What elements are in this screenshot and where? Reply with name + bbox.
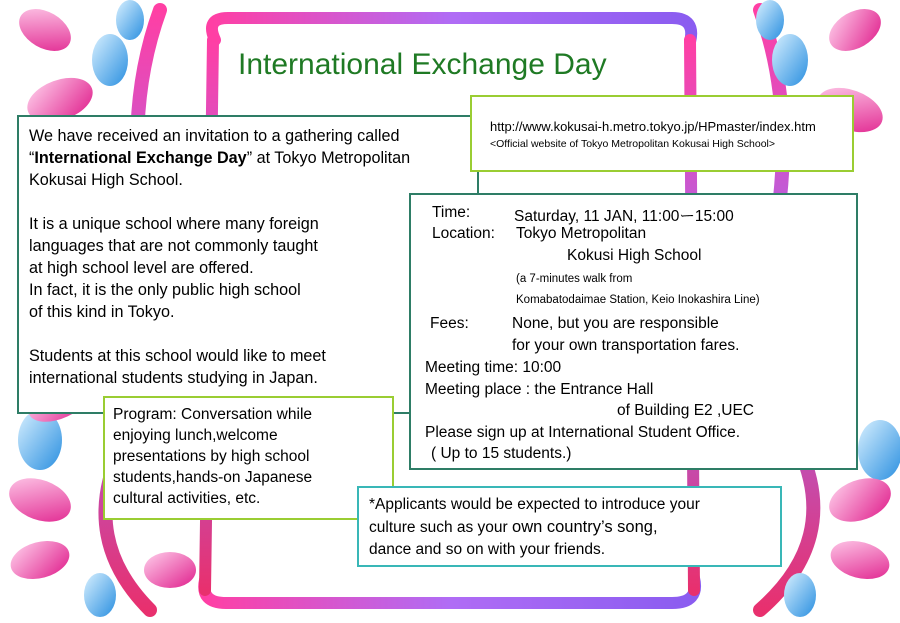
fees-value: None, but you are responsible xyxy=(512,315,719,332)
applicants-line: dance and so on with your friends. xyxy=(369,541,606,558)
program-line: students,hands-on Japanese xyxy=(113,469,313,486)
intro-line: of this kind in Tokyo. xyxy=(29,303,175,321)
intro-line: international students studying in Japan. xyxy=(29,369,318,387)
intro-line: In fact, it is the only public high school xyxy=(29,281,301,299)
meeting-time: Meeting time: 10:00 xyxy=(425,359,562,376)
meeting-place: Meeting place : the Entrance Hall xyxy=(425,381,654,398)
applicants-note-box xyxy=(357,486,782,567)
event-name: International Exchange Day xyxy=(34,149,247,167)
location-label: Location: xyxy=(432,225,495,242)
applicants-line: *Applicants would be expected to introduce your xyxy=(369,496,700,513)
website-url[interactable]: http://www.kokusai-h.metro.tokyo.jp/HPmaster/index.htm xyxy=(490,119,816,134)
program-line: presentations by high school xyxy=(113,448,310,465)
meeting-place: of Building E2 ,UEC xyxy=(617,402,754,419)
intro-line: at high school level are offered. xyxy=(29,259,254,277)
location-note: Komabatodaimae Station, Keio Inokashira Line) xyxy=(516,294,760,306)
location-value: Tokyo Metropolitan xyxy=(516,225,647,242)
signup-note: Please sign up at International Student Office. xyxy=(425,424,741,441)
page-title: International Exchange Day xyxy=(238,48,607,81)
intro-line: Kokusai High School. xyxy=(29,171,183,189)
program-line: cultural activities, etc. xyxy=(113,490,261,507)
time-value: Saturday, 11 JAN, 11:00ー15:00 xyxy=(514,208,734,225)
signup-limit: ( Up to 15 students.) xyxy=(431,445,572,462)
event-details-box xyxy=(409,193,858,470)
program-line: enjoying lunch,welcome xyxy=(113,427,278,444)
location-note: (a 7-minutes walk from xyxy=(516,273,633,285)
website-box xyxy=(470,95,854,172)
program-line: Program: Conversation while xyxy=(113,406,313,423)
intro-line: languages that are not commonly taught xyxy=(29,237,318,255)
intro-line: We have received an invitation to a gathering called xyxy=(29,127,400,145)
location-value: Kokusi High School xyxy=(567,247,702,264)
fees-label: Fees: xyxy=(430,315,469,332)
time-label: Time: xyxy=(432,204,471,221)
intro-line: It is a unique school where many foreign xyxy=(29,215,319,233)
fees-value: for your own transportation fares. xyxy=(512,337,740,354)
intro-line: Students at this school would like to meet xyxy=(29,347,326,365)
website-description: <Official website of Tokyo Metropolitan Kokusai High School> xyxy=(490,138,776,150)
intro-line: “International Exchange Day” at Tokyo Metropolitan xyxy=(29,149,411,167)
applicants-line: culture such as your own country’s song, xyxy=(369,518,658,536)
program-box xyxy=(103,396,394,520)
